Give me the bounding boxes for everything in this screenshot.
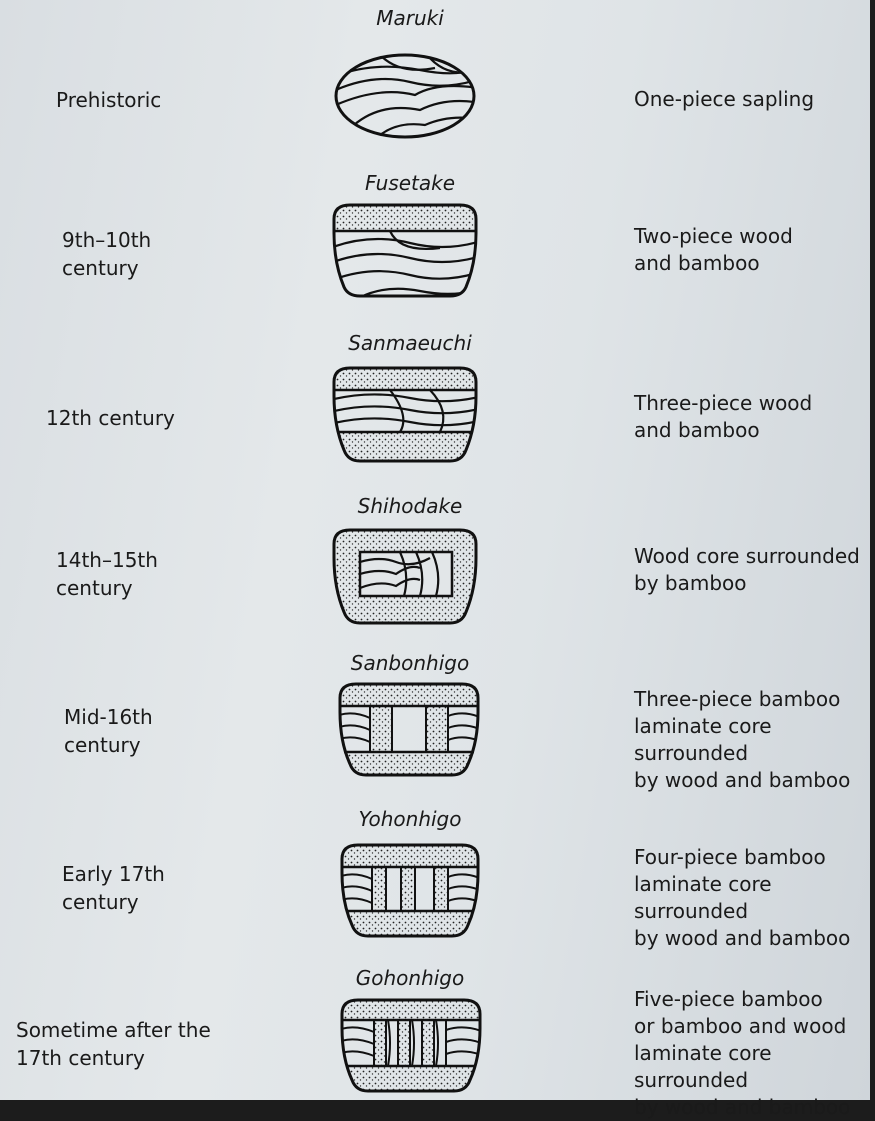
description-yohonhigo: Four-piece bamboo laminate core surrounded by wood and bamboo [634, 845, 851, 950]
cross-section-maruki [330, 50, 480, 140]
period-early-17th-century: Early 17th century [62, 862, 165, 914]
period-9th-10th-century: 9th–10th century [62, 228, 152, 280]
description-shihodake: Wood core surrounded by bamboo [634, 544, 860, 595]
period-mid-16th-century: Mid-16th century [64, 705, 153, 757]
construction-name-sanmaeuchi: Sanmaeuchi [348, 331, 472, 355]
cross-section-fusetake [330, 203, 480, 299]
period-14th-15th-century: 14th–15th century [56, 548, 158, 600]
period-12th-century: 12th century [46, 406, 175, 430]
description-fusetake: Two-piece wood and bamboo [634, 224, 793, 275]
description-maruki: One-piece sapling [634, 87, 815, 111]
construction-name-fusetake: Fusetake [364, 171, 456, 195]
cross-section-sanmaeuchi [330, 366, 480, 464]
construction-name-yohonhigo: Yohonhigo [358, 807, 462, 831]
cross-section-shihodake [330, 528, 480, 626]
description-gohonhigo: Five-piece bamboo or bamboo and wood laminate core surrounded by wood and bamboo [634, 987, 851, 1119]
description-sanmaeuchi: Three-piece wood and bamboo [634, 391, 813, 442]
construction-name-shihodake: Shihodake [357, 494, 463, 518]
construction-name-maruki: Maruki [376, 6, 444, 30]
cross-section-gohonhigo [338, 998, 484, 1094]
construction-name-sanbonhigo: Sanbonhigo [350, 651, 470, 675]
period-prehistoric: Prehistoric [56, 88, 162, 112]
cross-section-sanbonhigo [336, 682, 482, 778]
construction-name-gohonhigo: Gohonhigo [355, 966, 465, 990]
cross-section-yohonhigo [338, 843, 482, 939]
description-sanbonhigo: Three-piece bamboo laminate core surrounded by wood and bamboo [634, 687, 851, 792]
period-after-17th-century: Sometime after the 17th century [16, 1018, 211, 1070]
